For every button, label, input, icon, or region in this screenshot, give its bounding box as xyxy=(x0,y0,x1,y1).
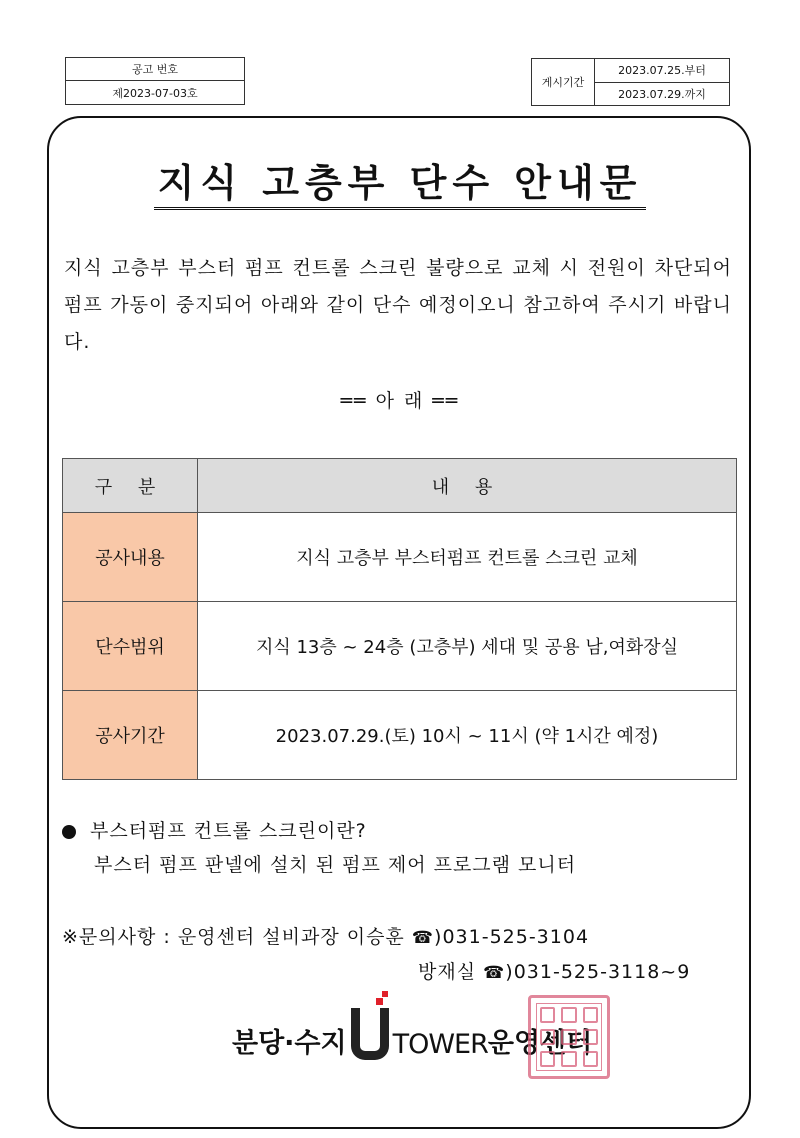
notice-number-value: 제2023-07-03호 xyxy=(112,86,198,100)
row-label: 공사내용 xyxy=(63,513,198,602)
footer-brand-text: TOWER xyxy=(392,1029,488,1060)
contact-phone-1: )031-525-3104 xyxy=(434,926,590,948)
contact-label: ※문의사항 : 운영센터 설비과장 이승훈 xyxy=(62,926,412,948)
notice-number-label: 공고 번호 xyxy=(66,58,244,81)
table-row xyxy=(63,513,737,602)
contact-label-2: 방재실 xyxy=(418,961,484,983)
footer-right-text: 운영센터 xyxy=(487,1028,593,1059)
table-row xyxy=(63,602,737,691)
phone-icon: ☎ xyxy=(411,928,435,948)
contact-line-1 xyxy=(62,920,589,955)
row-value: 지식 13층 ~ 24층 (고층부) 세대 및 공용 남,여화장실 xyxy=(198,602,737,691)
row-label: 단수범위 xyxy=(63,602,198,691)
phone-icon: ☎ xyxy=(483,963,506,983)
posting-period-to: 2023.07.29.까지 xyxy=(618,87,706,101)
posting-period-from: 2023.07.25.부터 xyxy=(595,59,729,83)
row-label: 공사기간 xyxy=(63,691,198,780)
bullet-icon xyxy=(62,825,76,839)
row-value: 지식 고층부 부스터펌프 컨트롤 스크린 교체 xyxy=(198,513,737,602)
info-table xyxy=(62,458,737,780)
table-header-content: 내 용 xyxy=(198,459,737,513)
table-header-category: 구 분 xyxy=(63,459,198,513)
page-title: 지식 고층부 단수 안내문 xyxy=(154,161,647,210)
notice-number-box xyxy=(65,57,245,105)
page-title-wrap xyxy=(0,152,800,207)
footer-left-text: 분당·수지 xyxy=(232,1028,347,1059)
notice-body: 지식 고층부 부스터 펌프 컨트롤 스크린 불량으로 교체 시 전원이 차단되어 펌프 가동이 중지되어 아래와 같이 단수 예정이오니 참고하여 주시기 바랍니다. xyxy=(64,257,732,353)
contact-line-2 xyxy=(418,955,690,990)
table-header-row xyxy=(63,459,737,513)
official-seal-icon xyxy=(528,995,610,1079)
qa-section xyxy=(62,814,576,882)
posting-period-box xyxy=(531,58,730,106)
posting-period-label: 게시기간 xyxy=(532,59,595,105)
contact-phone-2: )031-525-3118~9 xyxy=(505,961,691,983)
row-value: 2023.07.29.(토) 10시 ~ 11시 (약 1시간 예정) xyxy=(198,691,737,780)
qa-answer: 부스터 펌프 판넬에 설치 된 펌프 제어 프로그램 모니터 xyxy=(94,854,577,876)
below-heading: ══ 아 래 ══ xyxy=(340,390,460,412)
qa-question: 부스터펌프 컨트롤 스크린이란? xyxy=(90,820,367,842)
u-logo-icon xyxy=(351,1004,389,1060)
table-row xyxy=(63,691,737,780)
